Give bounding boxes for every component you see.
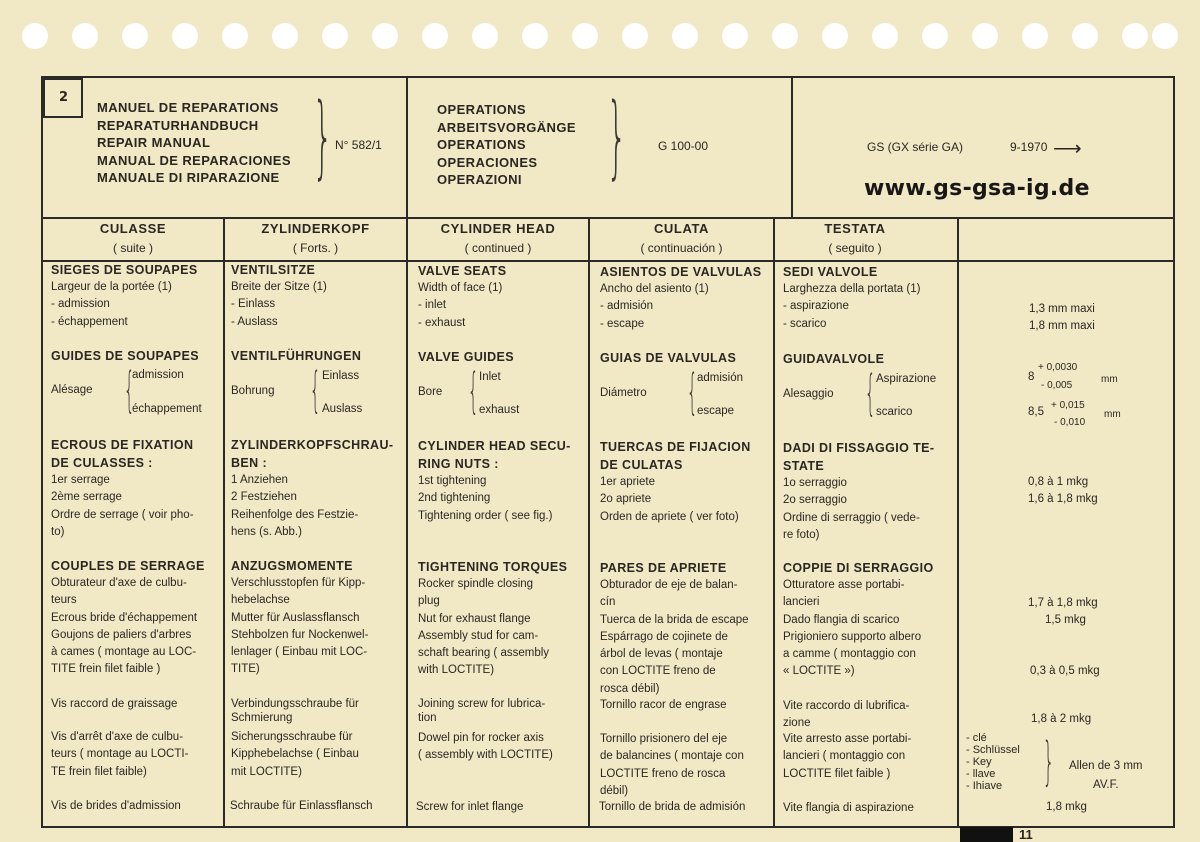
guides-fr-label: Alésage bbox=[51, 384, 93, 396]
seats-de: VENTILSITZE Breite der Sitze (1) - Einlass - Auslass bbox=[231, 263, 327, 328]
guide-tolerance-base: 8,5 bbox=[1028, 406, 1044, 418]
binder-hole bbox=[322, 23, 348, 49]
manual-titles bbox=[97, 99, 291, 187]
guides-it-sub: scarico bbox=[876, 406, 913, 418]
col-divider bbox=[773, 217, 775, 828]
guides-fr: GUIDES DE SOUPAPES bbox=[51, 349, 199, 363]
binder-hole bbox=[1122, 23, 1148, 49]
binder-hole bbox=[572, 23, 598, 49]
guides-de-sub: Einlass bbox=[322, 370, 360, 382]
column-header-fr: CULASSE ( suite ) bbox=[99, 221, 167, 255]
binder-hole bbox=[872, 23, 898, 49]
guides-es-sub: escape bbox=[697, 405, 735, 417]
column-header-de: ZYLINDERKOPF ( Forts. ) bbox=[261, 221, 370, 255]
arrow-icon: ⟶ bbox=[1053, 138, 1082, 160]
guides-en-sub: exhaust bbox=[479, 404, 520, 416]
guide-tolerance-plus: + 0,0030 bbox=[1038, 362, 1078, 373]
nuts-value: 0,8 à 1 mkg bbox=[1028, 476, 1089, 488]
inlet-de: Schraube für Einlassflansch bbox=[230, 800, 373, 812]
brace-icon: } bbox=[606, 84, 627, 189]
binder-hole bbox=[522, 23, 548, 49]
key-size-value: Allen de 3 mm bbox=[1069, 760, 1143, 772]
binder-hole bbox=[772, 23, 798, 49]
manual-title-es: MANUAL DE REPARACIONES bbox=[97, 152, 291, 168]
binder-hole bbox=[22, 23, 48, 49]
grease-fr: Vis raccord de graissage bbox=[51, 698, 178, 710]
guides-es: GUIAS DE VALVULAS bbox=[600, 351, 737, 365]
header-col-divider bbox=[791, 76, 793, 217]
binder-hole bbox=[172, 23, 198, 49]
dowel-en: Dowel pin for rocker axis ( assembly with LOCTITE) bbox=[418, 732, 553, 762]
binder-hole bbox=[472, 23, 498, 49]
guides-en-sub: Inlet bbox=[479, 371, 501, 383]
grease-value: 1,8 à 2 mkg bbox=[1031, 713, 1092, 725]
brace-icon: } bbox=[312, 84, 333, 189]
binder-hole bbox=[122, 23, 148, 49]
column-header-divider bbox=[41, 260, 1175, 262]
guides-es-label: Diámetro bbox=[600, 387, 647, 399]
manual-title-de: REPARATURHANDBUCH bbox=[97, 117, 259, 133]
grease-es: Tornillo racor de engrase bbox=[600, 699, 727, 711]
guides-fr-sub: admission bbox=[132, 369, 184, 381]
binder-hole bbox=[222, 23, 248, 49]
col-divider bbox=[406, 217, 408, 828]
guides-it-sub: Aspirazione bbox=[876, 373, 937, 385]
seats-en: VALVE SEATS Width of face (1) - inlet - exhaust bbox=[418, 264, 507, 329]
guides-es-sub: admisión bbox=[697, 372, 744, 384]
guides-en-label: Bore bbox=[418, 386, 443, 398]
binder-hole bbox=[1152, 23, 1178, 49]
nuts-es: TUERCAS DE FIJACION DE CULATAS 1er apriete 2o apriete Orden de apriete ( ver foto) bbox=[600, 440, 751, 523]
inlet-en: Screw for inlet flange bbox=[416, 801, 524, 813]
binder-hole bbox=[672, 23, 698, 49]
dowel-de: Sicherungsschraube für Kipphebelachse ( Einbau mit LOCTITE) bbox=[231, 731, 359, 778]
torques-it: COPPIE DI SERRAGGIO Otturatore asse portabi- lancieri Dado flangia di scarico Prigioniero supporto albero a camme ( montaggio con « LOCTITE ») bbox=[783, 561, 934, 678]
operation-code: G 100-00 bbox=[658, 139, 709, 153]
header-col-divider bbox=[406, 76, 408, 217]
key-type-list: - clé - Schlüssel - Key - llave - Ihiave bbox=[966, 732, 1020, 792]
inlet-value: 1,8 mkg bbox=[1046, 801, 1087, 813]
inlet-it: Vite flangia di aspirazione bbox=[783, 802, 914, 814]
brace-icon: } bbox=[1042, 732, 1055, 792]
column-header-en: CYLINDER HEAD ( continued ) bbox=[440, 221, 556, 255]
grease-en: Joining screw for lubrica- tion bbox=[418, 698, 546, 724]
inlet-es: Tornillo de brida de admisión bbox=[599, 801, 746, 813]
footer-page-number: 11 bbox=[1019, 827, 1033, 842]
grease-de: Verbindungsschraube für Schmierung bbox=[231, 698, 359, 724]
grease-it: Vite raccordo di lubrifica- zione bbox=[783, 700, 910, 730]
brace-icon: { bbox=[686, 364, 698, 420]
torques-es: PARES DE APRIETE Obturador de eje de balan- cín Tuerca de la brida de escape Espárrago de cojinete de árbol de levas ( montaje con LOCTITE freno de rosca débil) bbox=[600, 561, 749, 695]
brace-icon: { bbox=[864, 365, 876, 421]
operations-titles: OPERATIONS ARBEITSVORGÄNGE OPERATIONS OPERACIONES OPERAZIONI bbox=[437, 102, 576, 187]
guides-fr-sub: échappement bbox=[132, 403, 202, 415]
binder-hole bbox=[422, 23, 448, 49]
torques-en: TIGHTENING TORQUES Rocker spindle closing plug Nut for exhaust flange Assembly stud for cam- schaft bearing ( assembly with LOCTITE) bbox=[418, 560, 568, 677]
guide-tolerance-unit: mm bbox=[1101, 374, 1118, 385]
guides-de: VENTILFÜHRUNGEN bbox=[231, 349, 362, 363]
guides-de-label: Bohrung bbox=[231, 385, 275, 397]
manual-title-en: REPAIR MANUAL bbox=[97, 135, 211, 150]
brace-icon: { bbox=[309, 362, 321, 418]
seats-it: SEDI VALVOLE Larghezza della portata (1) - aspirazione - scarico bbox=[783, 265, 921, 330]
page-tab-bar bbox=[960, 827, 1013, 842]
binder-hole bbox=[1072, 23, 1098, 49]
nuts-fr: ECROUS DE FIXATION DE CULASSES : 1er serrage 2ème serrage Ordre de serrage ( voir pho- to) bbox=[51, 438, 194, 538]
torques-value: 1,5 mkg bbox=[1045, 614, 1086, 626]
inlet-fr: Vis de brides d'admission bbox=[51, 800, 181, 812]
binder-hole bbox=[722, 23, 748, 49]
seats-es: ASIENTOS DE VALVULAS Ancho del asiento (1) - admisión - escape bbox=[600, 265, 762, 330]
dowel-it: Vite arresto asse portabi- lancieri ( montaggio con LOCTITE filet faible ) bbox=[783, 733, 912, 780]
binder-hole bbox=[272, 23, 298, 49]
manual-title-it: MANUALE DI RIPARAZIONE bbox=[97, 170, 280, 185]
binder-hole bbox=[822, 23, 848, 49]
torques-value: 1,7 à 1,8 mkg bbox=[1028, 597, 1098, 609]
column-header-es: CULATA ( continuación ) bbox=[640, 221, 723, 255]
key-size-value-alt: AV.F. bbox=[1093, 779, 1119, 791]
nuts-value: 1,6 à 1,8 mkg bbox=[1028, 493, 1098, 505]
nuts-en: CYLINDER HEAD SECU- RING NUTS : 1st tightening 2nd tightening Tightening order ( see fig.) bbox=[418, 439, 571, 522]
page-number-box: 2 bbox=[43, 78, 83, 118]
torques-de: ANZUGSMOMENTE Verschlusstopfen für Kipp- hebelachse Mutter für Auslassflansch Stehbolzen fur Nockenwel- lenlager ( Einbau mit LOC- TITE) bbox=[231, 559, 369, 676]
guide-tolerance-unit: mm bbox=[1104, 409, 1121, 420]
torques-fr: COUPLES DE SERRAGE Obturateur d'axe de culbu- teurs Ecrous bride d'échappement Goujons de paliers d'arbres à cames ( montage au LOC- TITE frein filet faible ) bbox=[51, 559, 205, 676]
binder-hole bbox=[922, 23, 948, 49]
nuts-it: DADI DI FISSAGGIO TE- STATE 1o serraggio 2o serraggio Ordine di serraggio ( vede- re foto) bbox=[783, 441, 935, 541]
date-label: 9-1970 bbox=[1010, 140, 1048, 154]
guides-de-sub: Auslass bbox=[322, 403, 363, 415]
col-divider bbox=[957, 217, 959, 828]
guide-tolerance-base: 8 bbox=[1028, 371, 1035, 383]
torques-value: 0,3 à 0,5 mkg bbox=[1030, 665, 1100, 677]
manual-number: N° 582/1 bbox=[335, 138, 382, 152]
binder-hole bbox=[372, 23, 398, 49]
website-url: www.gs-gsa-ig.de bbox=[864, 176, 1090, 201]
guides-it-label: Alesaggio bbox=[783, 388, 834, 400]
dowel-es: Tornillo prisionero del eje de balancines ( montaje con LOCTITE freno de rosca débil) bbox=[600, 733, 744, 797]
guide-tolerance-plus: + 0,015 bbox=[1051, 400, 1085, 411]
dowel-fr: Vis d'arrêt d'axe de culbu- teurs ( montage au LOCTI- TE frein filet faible) bbox=[51, 731, 189, 778]
seats-value: 1,8 mm maxi bbox=[1029, 320, 1095, 332]
binder-hole bbox=[72, 23, 98, 49]
seats-fr: SIEGES DE SOUPAPES Largeur de la portée (1) - admission - échappement bbox=[51, 263, 198, 328]
guides-en: VALVE GUIDES bbox=[418, 350, 515, 364]
column-header-it: TESTATA ( seguito ) bbox=[824, 221, 886, 255]
binder-hole bbox=[622, 23, 648, 49]
guide-tolerance-minus: - 0,010 bbox=[1054, 417, 1086, 428]
brace-icon: { bbox=[467, 363, 479, 419]
model-label: GS (GX série GA) bbox=[867, 140, 964, 154]
guides-it: GUIDAVALVOLE bbox=[783, 352, 885, 366]
header-divider bbox=[41, 217, 1175, 219]
col-divider bbox=[588, 217, 590, 828]
manual-title-fr: MANUEL DE REPARATIONS bbox=[97, 100, 279, 115]
seats-value: 1,3 mm maxi bbox=[1029, 303, 1095, 315]
brace-icon: { bbox=[123, 362, 135, 418]
guide-tolerance-minus: - 0,005 bbox=[1041, 380, 1073, 391]
nuts-de: ZYLINDERKOPFSCHRAU- BEN : 1 Anziehen 2 Festziehen Reihenfolge des Festzie- hens (s. Abb.) bbox=[231, 438, 394, 538]
binder-hole bbox=[1022, 23, 1048, 49]
binder-hole bbox=[972, 23, 998, 49]
col-divider bbox=[223, 217, 225, 828]
